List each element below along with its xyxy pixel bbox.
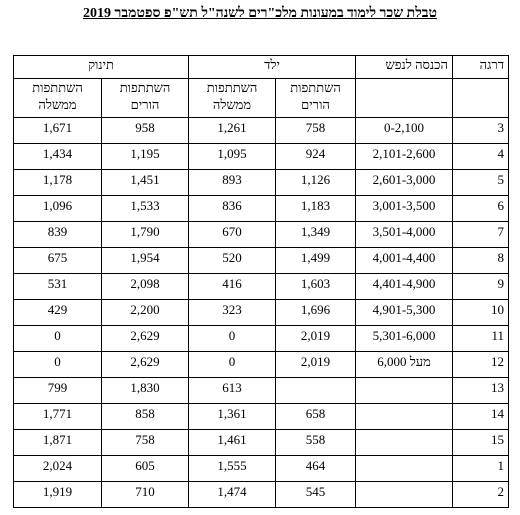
income-cell: 4,901-5,300 (356, 300, 453, 326)
child-gov-cell: 836 (189, 196, 276, 222)
child-gov-cell: 416 (189, 274, 276, 300)
child-parents-cell: 2,019 (276, 352, 356, 378)
child-parents-cell: 1,126 (276, 170, 356, 196)
infant-parents-cell: 2,098 (102, 274, 189, 300)
child-gov-cell: 0 (189, 326, 276, 352)
grade-cell: 8 (453, 248, 509, 274)
infant-parents-cell: 1,533 (102, 196, 189, 222)
infant-gov-cell: 2,024 (14, 456, 102, 482)
subheader-row (14, 79, 509, 118)
table-row (14, 482, 509, 508)
infant-parents-cell: 605 (102, 456, 189, 482)
table-row (14, 378, 509, 404)
infant-gov-cell: 429 (14, 300, 102, 326)
table-row (14, 352, 509, 378)
grade-subheader-empty (453, 79, 509, 118)
child-gov-cell: 1,555 (189, 456, 276, 482)
infant-gov-cell: 799 (14, 378, 102, 404)
page-title: טבלת שכר לימוד במעונות מלכ"רים לשנה"ל תש"פ ספטמבר 2019 (83, 6, 437, 21)
table-row (14, 456, 509, 482)
child-parents-cell: 1,696 (276, 300, 356, 326)
table-row (14, 170, 509, 196)
child-parents-cell: 1,603 (276, 274, 356, 300)
infant-gov-cell: 0 (14, 326, 102, 352)
child-gov-cell: 893 (189, 170, 276, 196)
child-gov-cell: 1,474 (189, 482, 276, 508)
infant-parents-cell: 1,954 (102, 248, 189, 274)
table-row (14, 222, 509, 248)
child-gov-cell: 1,095 (189, 144, 276, 170)
grade-cell: 4 (453, 144, 509, 170)
grade-cell: 14 (453, 404, 509, 430)
child-parents-cell: 658 (276, 404, 356, 430)
infant-gov-cell: 531 (14, 274, 102, 300)
grade-cell: 1 (453, 456, 509, 482)
child-gov-cell: 670 (189, 222, 276, 248)
child-parents-cell: 545 (276, 482, 356, 508)
grade-cell: 3 (453, 118, 509, 144)
grade-cell: 12 (453, 352, 509, 378)
child-header: ילד (189, 56, 356, 79)
infant-gov-cell: 1,771 (14, 404, 102, 430)
grade-cell: 13 (453, 378, 509, 404)
infant-parents-cell: 758 (102, 430, 189, 456)
infant-gov-cell: 1,434 (14, 144, 102, 170)
income-cell: 0-2,100 (356, 118, 453, 144)
infant-gov-cell: 1,919 (14, 482, 102, 508)
grade-cell: 10 (453, 300, 509, 326)
child-gov-cell: 0 (189, 352, 276, 378)
grade-header: דרגה (453, 56, 509, 79)
child-parents-cell: 758 (276, 118, 356, 144)
table-row (14, 430, 509, 456)
income-cell (356, 404, 453, 430)
table-row (14, 144, 509, 170)
child-parents-cell (276, 378, 356, 404)
infant-gov-cell: 1,871 (14, 430, 102, 456)
income-cell: 3,001-3,500 (356, 196, 453, 222)
infant-parents-cell: 1,790 (102, 222, 189, 248)
infant-gov-cell: 0 (14, 352, 102, 378)
infant-parents-cell: 2,629 (102, 326, 189, 352)
income-subheader-empty (356, 79, 453, 118)
grade-cell: 7 (453, 222, 509, 248)
infant-gov-header: השתתפות ממשלה (14, 79, 102, 118)
infant-gov-cell: 1,178 (14, 170, 102, 196)
table-row (14, 196, 509, 222)
child-gov-cell: 613 (189, 378, 276, 404)
income-header: הכנסה לנפש (356, 56, 453, 79)
grade-cell: 9 (453, 274, 509, 300)
child-gov-cell: 1,261 (189, 118, 276, 144)
income-cell: 5,301-6,000 (356, 326, 453, 352)
income-cell: 2,101-2,600 (356, 144, 453, 170)
infant-gov-cell: 1,096 (14, 196, 102, 222)
child-gov-cell: 323 (189, 300, 276, 326)
child-gov-header: השתתפות ממשלה (189, 79, 276, 118)
infant-header: תינוק (14, 56, 189, 79)
infant-parents-cell: 958 (102, 118, 189, 144)
grade-cell: 5 (453, 170, 509, 196)
child-parents-cell: 464 (276, 456, 356, 482)
child-gov-cell: 520 (189, 248, 276, 274)
income-cell (356, 430, 453, 456)
child-parents-header: השתתפות הורים (276, 79, 356, 118)
income-cell (356, 456, 453, 482)
infant-gov-cell: 1,671 (14, 118, 102, 144)
infant-parents-cell: 2,200 (102, 300, 189, 326)
child-gov-cell: 1,461 (189, 430, 276, 456)
income-cell: 4,001-4,400 (356, 248, 453, 274)
child-parents-cell: 1,183 (276, 196, 356, 222)
income-cell: 3,501-4,000 (356, 222, 453, 248)
income-cell (356, 482, 453, 508)
child-parents-cell: 1,349 (276, 222, 356, 248)
header-row (14, 56, 509, 79)
child-parents-cell: 1,499 (276, 248, 356, 274)
income-cell (356, 378, 453, 404)
table-row (14, 404, 509, 430)
table-body (14, 118, 509, 508)
infant-parents-cell: 1,451 (102, 170, 189, 196)
income-cell: מעל 6,000 (356, 352, 453, 378)
grade-cell: 6 (453, 196, 509, 222)
tuition-table (13, 55, 509, 508)
grade-cell: 11 (453, 326, 509, 352)
table-row (14, 118, 509, 144)
child-parents-cell: 2,019 (276, 326, 356, 352)
infant-parents-cell: 710 (102, 482, 189, 508)
infant-parents-cell: 1,195 (102, 144, 189, 170)
infant-parents-header: השתתפות הורים (102, 79, 189, 118)
infant-parents-cell: 2,629 (102, 352, 189, 378)
infant-gov-cell: 675 (14, 248, 102, 274)
grade-cell: 2 (453, 482, 509, 508)
income-cell: 4,401-4,900 (356, 274, 453, 300)
table-row (14, 274, 509, 300)
child-parents-cell: 558 (276, 430, 356, 456)
table-row (14, 326, 509, 352)
infant-parents-cell: 1,830 (102, 378, 189, 404)
infant-parents-cell: 858 (102, 404, 189, 430)
table-row (14, 248, 509, 274)
income-cell: 2,601-3,000 (356, 170, 453, 196)
child-gov-cell: 1,361 (189, 404, 276, 430)
child-parents-cell: 924 (276, 144, 356, 170)
grade-cell: 15 (453, 430, 509, 456)
infant-gov-cell: 839 (14, 222, 102, 248)
table-row (14, 300, 509, 326)
